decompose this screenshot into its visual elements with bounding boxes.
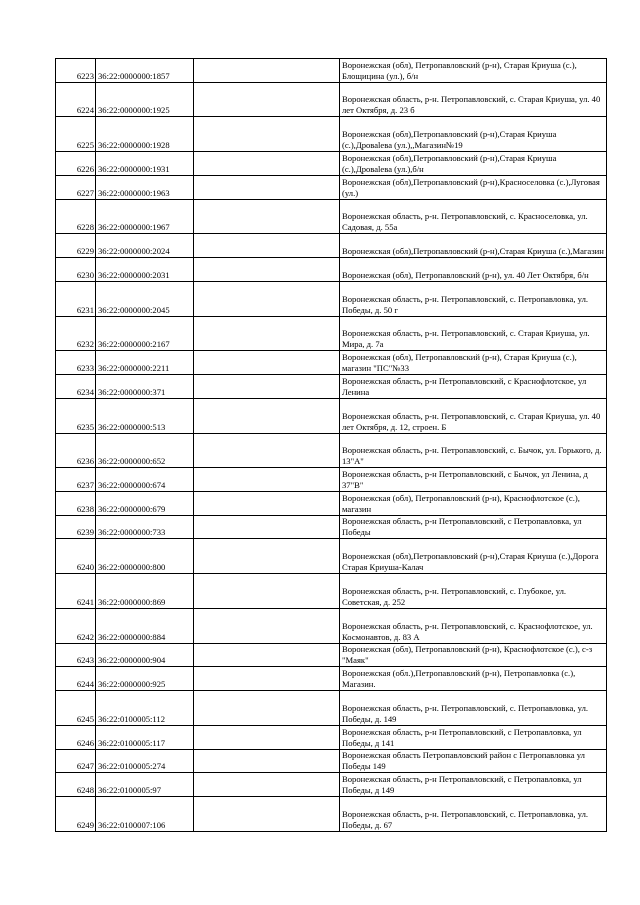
row-number-cell: 6224 xyxy=(56,82,96,117)
empty-cell xyxy=(194,515,340,539)
table-row xyxy=(56,433,607,468)
table-row xyxy=(56,608,607,643)
empty-cell xyxy=(194,725,340,749)
cadastral-number-cell: 36:22:0000000:1857 xyxy=(96,59,194,83)
address-cell: Воронежская область, р-н Петропавловский, с Краснофлотское, ул Ленина xyxy=(340,375,607,399)
empty-cell xyxy=(194,117,340,152)
row-number-cell: 6231 xyxy=(56,281,96,316)
table-row xyxy=(56,749,607,773)
table-row xyxy=(56,398,607,433)
cadastral-number-cell: 36:22:0000000:1963 xyxy=(96,175,194,199)
address-cell: Воронежская (обл),Петропавловский (р-н),Старая Криуша (с.),Дорога Старая Криуша-Калач xyxy=(340,539,607,574)
cadastral-number-cell: 36:22:0000000:674 xyxy=(96,468,194,492)
address-cell: Воронежская область Петропавловский район с Петропавловка ул Победы 149 xyxy=(340,749,607,773)
empty-cell xyxy=(194,175,340,199)
row-number-cell: 6233 xyxy=(56,351,96,375)
empty-cell xyxy=(194,491,340,515)
row-number-cell: 6248 xyxy=(56,773,96,797)
cadastral-number-cell: 36:22:0000000:2031 xyxy=(96,258,194,282)
address-cell: Воронежская область, р-н Петропавловский, с Петропавловка, ул Победы xyxy=(340,515,607,539)
row-number-cell: 6246 xyxy=(56,725,96,749)
empty-cell xyxy=(194,691,340,726)
address-cell: Воронежская область, р-н. Петропавловский, с. Краснофлотское, ул. Космонавтов, д. 83 А xyxy=(340,608,607,643)
cadastral-number-cell: 36:22:0000000:679 xyxy=(96,491,194,515)
cadastral-number-cell: 36:22:0000000:652 xyxy=(96,433,194,468)
address-cell: Воронежская (обл), Петропавловский (р-н), Старая Криуша (с.), Блощицина (ул.), б/н xyxy=(340,59,607,83)
address-cell: Воронежская область, р-н. Петропавловский, с. Бычок, ул. Горького, д. 13"А" xyxy=(340,433,607,468)
empty-cell xyxy=(194,375,340,399)
table-row xyxy=(56,796,607,831)
table-row xyxy=(56,773,607,797)
row-number-cell: 6234 xyxy=(56,375,96,399)
empty-cell xyxy=(194,316,340,351)
cadastral-number-cell: 36:22:0000000:1967 xyxy=(96,199,194,234)
row-number-cell: 6243 xyxy=(56,643,96,667)
table-row xyxy=(56,375,607,399)
table-row xyxy=(56,316,607,351)
address-cell: Воронежская (обл), Петропавловский (р-н), ул. 40 Лет Октября, б/н xyxy=(340,258,607,282)
address-cell: Воронежская (обл),Петропавловский (р-н),Красноселовка (с.),Луговая (ул.) xyxy=(340,175,607,199)
table-row xyxy=(56,667,607,691)
table-row xyxy=(56,258,607,282)
empty-cell xyxy=(194,773,340,797)
row-number-cell: 6235 xyxy=(56,398,96,433)
address-cell: Воронежская область, р-н Петропавловский, с Петропавловка, ул Победы, д 141 xyxy=(340,725,607,749)
row-number-cell: 6229 xyxy=(56,234,96,258)
address-cell: Воронежская (обл), Петропавловский (р-н), Краснофлотское (с.), магазин xyxy=(340,491,607,515)
row-number-cell: 6225 xyxy=(56,117,96,152)
empty-cell xyxy=(194,643,340,667)
registry-table xyxy=(55,58,607,832)
address-cell: Воронежская область, р-н. Петропавловский, с. Красноселовка, ул. Садовая, д. 55а xyxy=(340,199,607,234)
empty-cell xyxy=(194,539,340,574)
address-cell: Воронежская (обл), Петропавловский (р-н), Краснофлотское (с.), с-з "Маяк" xyxy=(340,643,607,667)
empty-cell xyxy=(194,796,340,831)
row-number-cell: 6241 xyxy=(56,574,96,609)
row-number-cell: 6230 xyxy=(56,258,96,282)
cadastral-number-cell: 36:22:0100005:97 xyxy=(96,773,194,797)
empty-cell xyxy=(194,749,340,773)
registry-table-body xyxy=(56,59,607,832)
cadastral-number-cell: 36:22:0000000:733 xyxy=(96,515,194,539)
empty-cell xyxy=(194,608,340,643)
row-number-cell: 6228 xyxy=(56,199,96,234)
address-cell: Воронежская (обл),Петропавловский (р-н),Старая Криуша (с.),Дроваleва (ул.),,Магазин№19 xyxy=(340,117,607,152)
row-number-cell: 6244 xyxy=(56,667,96,691)
cadastral-number-cell: 36:22:0000000:2167 xyxy=(96,316,194,351)
row-number-cell: 6236 xyxy=(56,433,96,468)
table-row xyxy=(56,199,607,234)
table-row xyxy=(56,539,607,574)
cadastral-number-cell: 36:22:0000000:884 xyxy=(96,608,194,643)
empty-cell xyxy=(194,468,340,492)
cadastral-number-cell: 36:22:0100007:106 xyxy=(96,796,194,831)
table-row xyxy=(56,59,607,83)
cadastral-number-cell: 36:22:0000000:869 xyxy=(96,574,194,609)
cadastral-number-cell: 36:22:0000000:800 xyxy=(96,539,194,574)
cadastral-number-cell: 36:22:0000000:2211 xyxy=(96,351,194,375)
cadastral-number-cell: 36:22:0000000:1931 xyxy=(96,152,194,176)
table-row xyxy=(56,691,607,726)
table-row xyxy=(56,281,607,316)
address-cell: Воронежская (обл),Петропавловский (р-н),Старая Криуша (с.),Магазин xyxy=(340,234,607,258)
row-number-cell: 6226 xyxy=(56,152,96,176)
cadastral-number-cell: 36:22:0000000:925 xyxy=(96,667,194,691)
cadastral-number-cell: 36:22:0100005:274 xyxy=(96,749,194,773)
row-number-cell: 6239 xyxy=(56,515,96,539)
row-number-cell: 6240 xyxy=(56,539,96,574)
empty-cell xyxy=(194,59,340,83)
cadastral-number-cell: 36:22:0000000:2024 xyxy=(96,234,194,258)
empty-cell xyxy=(194,398,340,433)
empty-cell xyxy=(194,433,340,468)
row-number-cell: 6227 xyxy=(56,175,96,199)
address-cell: Воронежская (обл.),Петропавловский (р-н), Петропавловка (с.), Магазин. xyxy=(340,667,607,691)
empty-cell xyxy=(194,234,340,258)
cadastral-number-cell: 36:22:0000000:1928 xyxy=(96,117,194,152)
address-cell: Воронежская область, р-н Петропавловский, с Бычок, ул Ленина, д 37"В" xyxy=(340,468,607,492)
cadastral-number-cell: 36:22:0000000:513 xyxy=(96,398,194,433)
row-number-cell: 6232 xyxy=(56,316,96,351)
address-cell: Воронежская область, р-н. Петропавловский, с. Петропавловка, ул. Победы, д. 50 г xyxy=(340,281,607,316)
empty-cell xyxy=(194,199,340,234)
cadastral-number-cell: 36:22:0000000:2045 xyxy=(96,281,194,316)
table-row xyxy=(56,175,607,199)
empty-cell xyxy=(194,351,340,375)
table-row xyxy=(56,515,607,539)
address-cell: Воронежская область, р-н Петропавловский, с Петропавловка, ул Победы, д 149 xyxy=(340,773,607,797)
table-row xyxy=(56,491,607,515)
address-cell: Воронежская (обл), Петропавловский (р-н), Старая Криуша (с.), магазин "ПС"№33 xyxy=(340,351,607,375)
address-cell: Воронежская область, р-н. Петропавловский, с. Петропавловка, ул. Победы, д. 149 xyxy=(340,691,607,726)
address-cell: Воронежская (обл),Петропавловский (р-н),Старая Криуша (с.),Дроваleва (ул.),б/н xyxy=(340,152,607,176)
row-number-cell: 6249 xyxy=(56,796,96,831)
address-cell: Воронежская область, р-н. Петропавловский, с. Старая Криуша, ул. 40 лет Октября, д. 12, строен. Б xyxy=(340,398,607,433)
empty-cell xyxy=(194,574,340,609)
row-number-cell: 6247 xyxy=(56,749,96,773)
row-number-cell: 6245 xyxy=(56,691,96,726)
table-row xyxy=(56,82,607,117)
table-row xyxy=(56,574,607,609)
table-row xyxy=(56,152,607,176)
row-number-cell: 6223 xyxy=(56,59,96,83)
empty-cell xyxy=(194,152,340,176)
empty-cell xyxy=(194,281,340,316)
cadastral-number-cell: 36:22:0100005:117 xyxy=(96,725,194,749)
empty-cell xyxy=(194,82,340,117)
table-row xyxy=(56,643,607,667)
row-number-cell: 6242 xyxy=(56,608,96,643)
cadastral-number-cell: 36:22:0000000:904 xyxy=(96,643,194,667)
address-cell: Воронежская область, р-н. Петропавловский, с. Глубокое, ул. Советская, д. 252 xyxy=(340,574,607,609)
address-cell: Воронежская область, р-н. Петропавловский, с. Старая Криуша, ул. Мира, д. 7а xyxy=(340,316,607,351)
table-row xyxy=(56,468,607,492)
table-row xyxy=(56,725,607,749)
empty-cell xyxy=(194,258,340,282)
address-cell: Воронежская область, р-н. Петропавловский, с. Старая Криуша, ул. 40 лет Октября, д. 23 б xyxy=(340,82,607,117)
table-row xyxy=(56,117,607,152)
empty-cell xyxy=(194,667,340,691)
row-number-cell: 6238 xyxy=(56,491,96,515)
cadastral-number-cell: 36:22:0000000:1925 xyxy=(96,82,194,117)
cadastral-number-cell: 36:22:0100005:112 xyxy=(96,691,194,726)
table-row xyxy=(56,351,607,375)
cadastral-number-cell: 36:22:0000000:371 xyxy=(96,375,194,399)
row-number-cell: 6237 xyxy=(56,468,96,492)
table-row xyxy=(56,234,607,258)
address-cell: Воронежская область, р-н. Петропавловский, с. Петропавловка, ул. Победы, д. 67 xyxy=(340,796,607,831)
